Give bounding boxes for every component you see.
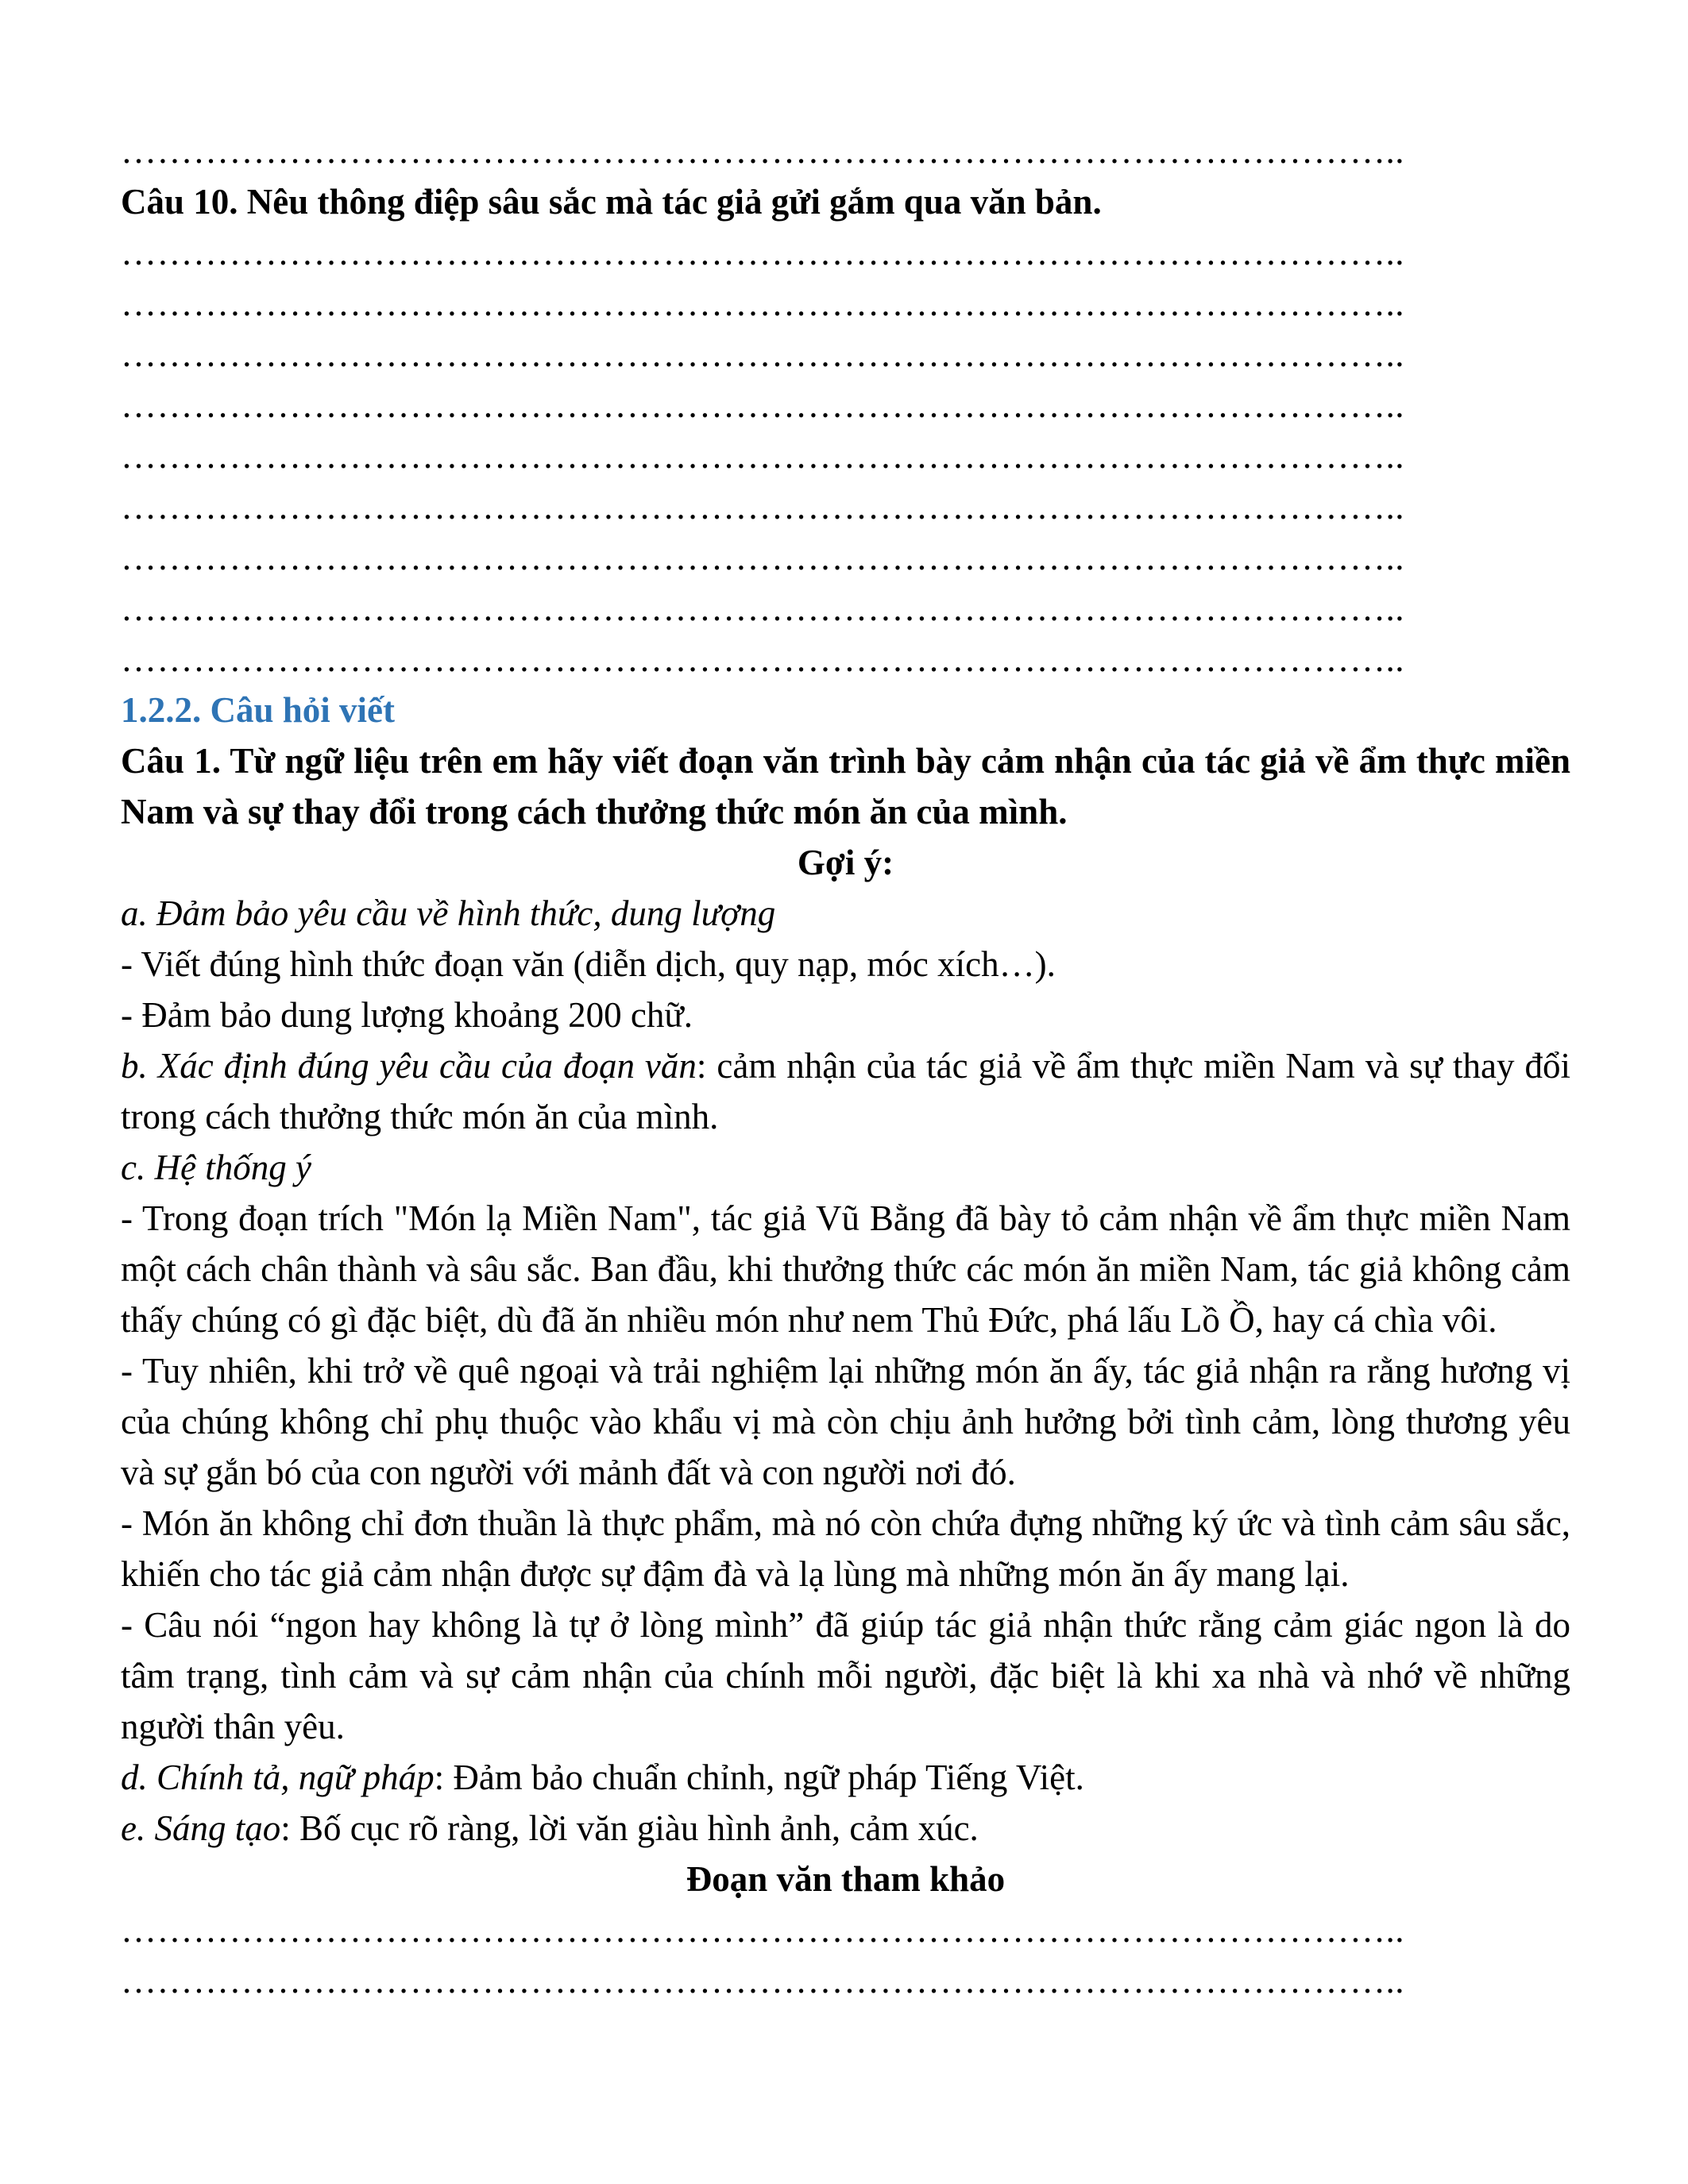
- answer-line: ……………………………………………………………………………………………..: [121, 639, 1404, 679]
- answer-line: ……………………………………………………………………………………………..: [121, 385, 1404, 425]
- criterion-d-text: : Đảm bảo chuẩn chỉnh, ngữ pháp Tiếng Việt.: [434, 1758, 1084, 1797]
- criterion-c-item: - Câu nói “ngon hay không là tự ở lòng mình” đã giúp tác giả nhận thức rằng cảm giác ngon là do tâm trạng, tình cảm và sự cảm nhận của chính mỗi người, đặc biệt là khi xa nhà và nhớ về những người thân yêu.: [121, 1605, 1570, 1746]
- criterion-c-item: - Món ăn không chỉ đơn thuần là thực phẩm, mà nó còn chứa đựng những ký ức và tình cảm sâu sắc, khiến cho tác giả cảm nhận được sự đậm đà và lạ lùng mà những món ăn ấy mang lại.: [121, 1503, 1570, 1594]
- criterion-a-item: - Viết đúng hình thức đoạn văn (diễn dịch, quy nạp, móc xích…).: [121, 944, 1056, 984]
- criterion-c-item: - Tuy nhiên, khi trở về quê ngoại và trải nghiệm lại những món ăn ấy, tác giả nhận ra rằng hương vị của chúng không chỉ phụ thuộc vào khẩu vị mà còn chịu ảnh hưởng bởi tình cảm, lòng thương yêu và sự gắn bó của con người với mảnh đất và con người nơi đó.: [121, 1351, 1570, 1492]
- reference-heading: Đoạn văn tham khảo: [686, 1859, 1006, 1899]
- criterion-e-label: e. Sáng tạo: [121, 1808, 281, 1848]
- answer-line: ……………………………………………………………………………………………..: [121, 588, 1404, 628]
- answer-line: ……………………………………………………………………………………………..: [121, 538, 1404, 577]
- question-10-title: Câu 10. Nêu thông điệp sâu sắc mà tác giả gửi gắm qua văn bản.: [121, 182, 1102, 222]
- document-page: [121, 125, 1570, 2006]
- question-10-answer-lines: [121, 227, 1570, 685]
- section-heading: 1.2.2. Câu hỏi viết: [121, 690, 396, 730]
- criterion-b-label: b. Xác định đúng yêu cầu của đoạn văn: [121, 1046, 697, 1086]
- answer-line: ……………………………………………………………………………………………..: [121, 131, 1404, 171]
- criterion-a-label: a. Đảm bảo yêu cầu về hình thức, dung lượng: [121, 893, 776, 933]
- criterion-b-text: : cảm nhận của tác giả về ẩm thực miền Nam và sự thay đổi trong cách thưởng thức món ăn của mình.: [121, 1046, 1570, 1136]
- criterion-d: [121, 1752, 1570, 1803]
- criterion-a-item: - Đảm bảo dung lượng khoảng 200 chữ.: [121, 995, 693, 1035]
- question-1-title: Câu 1. Từ ngữ liệu trên em hãy viết đoạn văn trình bày cảm nhận của tác giả về ẩm thực miền Nam và sự thay đổi trong cách thưởng thức món ăn của mình.: [121, 741, 1570, 832]
- answer-line: ……………………………………………………………………………………………..: [121, 1961, 1404, 2001]
- criterion-b: [121, 1040, 1570, 1142]
- criterion-e: [121, 1803, 1570, 1854]
- criterion-d-label: d. Chính tả, ngữ pháp: [121, 1758, 435, 1797]
- answer-line: ……………………………………………………………………………………………..: [121, 284, 1404, 323]
- hint-label: Gợi ý:: [797, 843, 894, 882]
- criterion-c-label: c. Hệ thống ý: [121, 1148, 311, 1187]
- answer-line: ……………………………………………………………………………………………..: [121, 436, 1404, 476]
- answer-line: ……………………………………………………………………………………………..: [121, 487, 1404, 527]
- answer-line: ……………………………………………………………………………………………..: [121, 1910, 1404, 1950]
- criterion-c-item: - Trong đoạn trích "Món lạ Miền Nam", tác giả Vũ Bằng đã bày tỏ cảm nhận về ẩm thực miền Nam một cách chân thành và sâu sắc. Ban đầu, khi thưởng thức các món ăn miền Nam, tác giả không cảm thấy chúng có gì đặc biệt, dù đã ăn nhiều món như nem Thủ Đức, phá lấu Lồ Ồ, hay cá chìa vôi.: [121, 1198, 1570, 1340]
- criterion-e-text: : Bố cục rõ ràng, lời văn giàu hình ảnh, cảm xúc.: [280, 1808, 979, 1848]
- answer-line: ……………………………………………………………………………………………..: [121, 334, 1404, 374]
- answer-line: ……………………………………………………………………………………………..: [121, 233, 1404, 272]
